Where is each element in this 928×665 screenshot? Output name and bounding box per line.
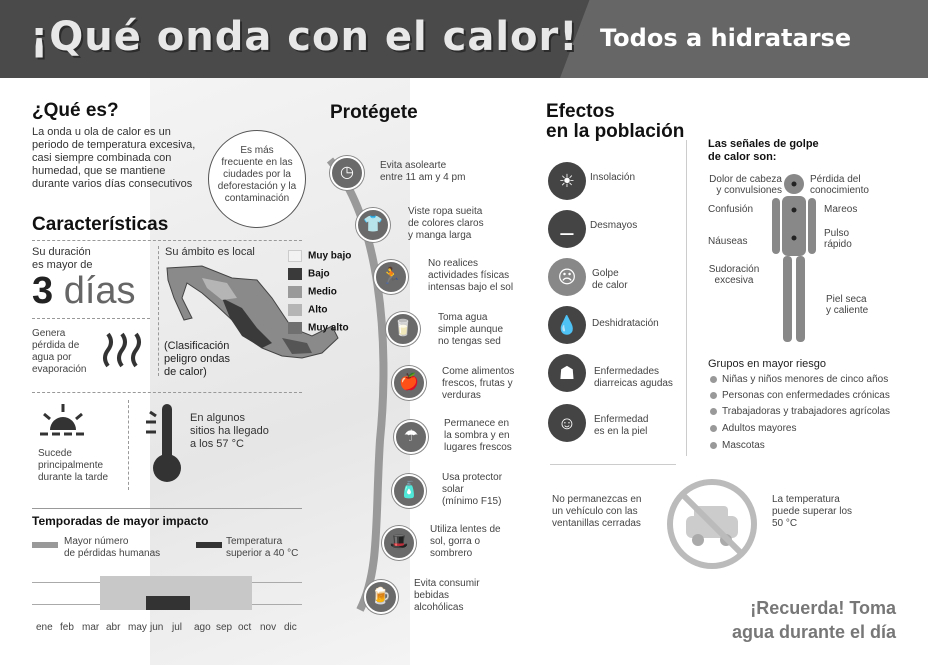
sweat-line: agua por <box>32 352 72 363</box>
efecto-label: Deshidratación <box>592 318 659 329</box>
divider <box>158 246 159 376</box>
skin-icon: ☺ <box>548 404 586 442</box>
protegete-line: Come alimentos <box>442 366 515 377</box>
risk-group <box>710 423 796 434</box>
note-line: Es más <box>240 145 274 156</box>
note-line: contaminación <box>224 193 290 204</box>
temp40-line: superior a 40 °C <box>226 548 299 559</box>
fainting-icon: ⚊ <box>548 210 586 248</box>
month-label: jul <box>172 622 183 633</box>
evaporation-icon <box>100 330 144 370</box>
protegete-line: Evita consumir <box>414 578 480 589</box>
clock-icon: ◷ <box>330 156 364 190</box>
efecto-line: de calor <box>592 280 628 291</box>
bullet-icon <box>710 408 717 415</box>
afternoon-line: durante la tarde <box>38 472 109 483</box>
que-es-line: humedad, que se mantiene <box>32 165 166 177</box>
duration-value <box>32 270 136 313</box>
sweat-line: evaporación <box>32 364 87 375</box>
car-temp-line: puede superar los <box>772 506 853 517</box>
protegete-item <box>380 160 490 184</box>
month-label: oct <box>238 622 252 633</box>
efecto-line: es en la piel <box>594 426 648 437</box>
risk-label: Niñas y niños menores de cinco años <box>722 374 889 385</box>
losses-line: Mayor número <box>64 536 129 547</box>
scope-label: Su ámbito es local <box>165 246 255 258</box>
reminder-line: ¡Recuerda! Toma <box>750 598 896 618</box>
car-warning-line: un vehículo con las <box>552 506 638 517</box>
bullet-icon <box>710 376 717 383</box>
car-warning-line: No permanezcas en <box>552 494 642 505</box>
month-label: feb <box>60 622 74 633</box>
map-caption <box>164 340 230 379</box>
protegete-item <box>408 206 518 242</box>
signal-line: y convulsiones <box>716 185 782 196</box>
afternoon-text <box>38 448 108 484</box>
protegete-line: frescos, frutas y <box>442 378 513 389</box>
legend-label: Alto <box>308 304 328 316</box>
drink-icon: 🍺 <box>364 580 398 614</box>
temp-line: sitios ha llegado <box>190 425 269 437</box>
divider <box>686 140 687 456</box>
risk-label: Trabajadoras y trabajadores agrícolas <box>722 406 891 417</box>
divider <box>128 400 129 490</box>
hat-icon: 🎩 <box>382 526 416 560</box>
protegete-line: y manga larga <box>408 230 472 241</box>
efecto-label: Desmayos <box>590 220 638 231</box>
signal-line: excesiva <box>714 275 754 286</box>
protegete-line: intensas bajo el sol <box>428 282 514 293</box>
signal-confusion: Confusión <box>708 204 754 215</box>
signal-dizziness: Mareos <box>824 204 858 215</box>
month-label: jun <box>150 622 164 633</box>
reminder-line: agua durante el día <box>731 622 896 642</box>
protegete-item <box>414 578 524 614</box>
protegete-line: la sombra y en <box>444 430 510 441</box>
que-es-line: casi siempre combinada con <box>32 152 172 164</box>
human-body-icon <box>762 170 826 350</box>
protegete-line: sol, gorra o <box>430 536 481 547</box>
legend-swatch <box>288 322 302 334</box>
signal-line: Pérdida del <box>810 174 861 185</box>
sun-head-icon: ☀ <box>548 162 586 200</box>
map-caption-line: (Clasificación <box>164 340 230 352</box>
efecto-line: Enfermedades <box>594 366 660 377</box>
protegete-line: solar <box>442 484 464 495</box>
protegete-line: Toma agua <box>438 312 488 323</box>
protegete-line: de colores claros <box>408 218 484 229</box>
sweat-line: Genera <box>32 328 66 339</box>
protegete-line: no tengas sed <box>438 336 501 347</box>
signal-skin <box>826 294 868 316</box>
signals-heading-line: de calor son: <box>708 151 777 163</box>
signal-line: Piel seca <box>826 294 867 305</box>
losses-legend <box>64 536 160 560</box>
sunset-icon <box>38 400 88 440</box>
temp40-swatch <box>196 542 222 548</box>
temporadas-heading: Temporadas de mayor impacto <box>32 514 209 528</box>
month-label: sep <box>216 622 233 633</box>
signals-heading <box>708 138 819 164</box>
risk-heading: Grupos en mayor riesgo <box>708 358 826 370</box>
signal-consciousness <box>810 174 869 196</box>
umbrella-icon: ☂ <box>394 420 428 454</box>
risk-group <box>710 406 890 417</box>
running-person-icon: 🏃 <box>374 260 408 294</box>
legend-label: Bajo <box>308 268 330 280</box>
protegete-line: sombrero <box>430 548 473 559</box>
protegete-item <box>430 524 540 560</box>
losses-swatch <box>32 542 58 548</box>
signal-pulse <box>824 228 852 250</box>
efecto-line: Golpe <box>592 268 619 279</box>
protegete-line: entre 11 am y 4 pm <box>380 172 466 183</box>
bullet-icon <box>710 442 717 449</box>
page-title: ¡Qué onda con el calor! <box>30 14 579 60</box>
signal-headache <box>702 174 782 196</box>
temp-line: En algunos <box>190 412 246 424</box>
protegete-line: Permanece en <box>444 418 510 429</box>
divider <box>550 464 676 465</box>
protegete-line: (mínimo F15) <box>442 496 502 507</box>
que-es-body <box>32 126 212 191</box>
dehydration-icon: 💧 <box>548 306 586 344</box>
protegete-line: bebidas <box>414 590 450 601</box>
legend-label: Muy alto <box>308 322 349 334</box>
sweat-text <box>32 328 86 376</box>
month-label: ago <box>194 622 211 633</box>
no-car-icon <box>664 476 760 572</box>
efecto-line: Enfermedad <box>594 414 649 425</box>
month-label: nov <box>260 622 277 633</box>
signals-heading-line: Las señales de golpe <box>708 138 819 150</box>
protegete-line: No realices <box>428 258 479 269</box>
temp-text <box>190 412 269 451</box>
afternoon-line: principalmente <box>38 460 104 471</box>
duration-line: Su duración <box>32 246 91 258</box>
protegete-item <box>438 312 548 348</box>
signal-line: Sudoración <box>708 264 760 275</box>
temp40-legend <box>226 536 298 560</box>
frequency-note <box>208 130 306 228</box>
que-es-line: durante varios días consecutivos <box>32 178 193 190</box>
caracteristicas-heading: Características <box>32 214 169 235</box>
protegete-line: simple aunque <box>438 324 504 335</box>
divider <box>32 240 302 241</box>
month-label: may <box>128 622 147 633</box>
legend-swatch <box>288 268 302 280</box>
losses-line: de pérdidas humanas <box>64 548 161 559</box>
car-temp-line: 50 °C <box>772 518 798 529</box>
efecto-label <box>594 366 673 390</box>
legend-swatch <box>288 250 302 262</box>
protegete-item <box>442 366 552 402</box>
protegete-line: lugares frescos <box>444 442 512 453</box>
car-temp-line: La temperatura <box>772 494 840 505</box>
efectos-heading-line: Efectos <box>546 101 615 122</box>
efecto-label: Insolación <box>590 172 636 183</box>
protegete-line: Utiliza lentes de <box>430 524 501 535</box>
note-line: ciudades por la <box>223 169 291 180</box>
water-glass-icon: 🥛 <box>386 312 420 346</box>
risk-label: Adultos mayores <box>722 423 797 434</box>
car-warning-line: ventanillas cerradas <box>552 518 641 529</box>
thermometer-icon <box>140 398 188 488</box>
divider <box>32 318 150 319</box>
note-line: deforestación y la <box>217 181 297 192</box>
month-label: mar <box>82 622 100 633</box>
legend-swatch <box>288 304 302 316</box>
afternoon-line: Sucede <box>38 448 72 459</box>
temp40-season-bar <box>146 596 190 610</box>
que-es-heading: ¿Qué es? <box>32 100 119 121</box>
risk-group <box>710 390 890 401</box>
protegete-line: actividades físicas <box>428 270 510 281</box>
page-subtitle: Todos a hidratarse <box>600 24 852 52</box>
duration-label <box>32 246 93 272</box>
que-es-line: periodo de temperatura excesiva, <box>32 139 196 151</box>
car-warning <box>552 494 642 530</box>
protegete-item <box>428 258 538 294</box>
temp40-line: Temperatura <box>226 536 283 547</box>
month-label: abr <box>106 622 121 633</box>
legend-label: Medio <box>308 286 337 298</box>
protegete-heading: Protégete <box>330 102 418 123</box>
car-temperature <box>772 494 852 530</box>
signal-line: y caliente <box>826 305 869 316</box>
bullet-icon <box>710 392 717 399</box>
sunscreen-icon: 🧴 <box>392 474 426 508</box>
sweat-line: pérdida de <box>32 340 80 351</box>
reminder <box>732 596 896 644</box>
signal-line: conocimiento <box>810 185 869 196</box>
efecto-line: diarreicas agudas <box>594 378 673 389</box>
que-es-line: La onda u ola de calor es un <box>32 126 171 138</box>
note-line: frecuente en las <box>221 157 293 168</box>
efecto-label <box>592 268 628 292</box>
efectos-heading <box>546 102 684 142</box>
signal-line: rápido <box>824 239 852 250</box>
divider <box>32 392 302 393</box>
efecto-label <box>594 414 648 438</box>
divider <box>32 508 302 509</box>
efectos-heading-line: en la población <box>546 121 685 142</box>
protegete-line: Evita asolearte <box>380 160 447 171</box>
food-icon: 🍎 <box>392 366 426 400</box>
stomach-icon: ☗ <box>548 354 586 392</box>
bullet-icon <box>710 425 717 432</box>
risk-group <box>710 440 765 451</box>
risk-group <box>710 374 888 385</box>
protegete-line: alcohólicas <box>414 602 464 613</box>
protegete-item <box>442 472 552 508</box>
legend-swatch <box>288 286 302 298</box>
month-label: ene <box>36 622 53 633</box>
heatstroke-icon: ☹ <box>548 258 586 296</box>
risk-label: Personas con enfermedades crónicas <box>722 390 890 401</box>
protegete-item <box>444 418 554 454</box>
map-caption-line: de calor) <box>164 366 207 378</box>
shirt-icon: 👕 <box>356 208 390 242</box>
protegete-line: Viste ropa sueita <box>408 206 483 217</box>
signal-line: Pulso <box>824 228 850 239</box>
signal-nausea: Náuseas <box>708 236 748 247</box>
protegete-line: Usa protector <box>442 472 503 483</box>
temp-line: a los 57 °C <box>190 438 244 450</box>
duration-number: 3 <box>32 270 54 312</box>
header-banner <box>0 0 928 78</box>
month-label: dic <box>284 622 297 633</box>
legend-label: Muy bajo <box>308 250 352 262</box>
risk-label: Mascotas <box>722 440 765 451</box>
protegete-line: verduras <box>442 390 481 401</box>
signal-sweating <box>704 264 764 286</box>
duration-unit: días <box>63 270 136 312</box>
signal-line: Dolor de cabeza <box>709 174 782 185</box>
duration-line: es mayor de <box>32 259 93 271</box>
map-caption-line: peligro ondas <box>164 353 231 365</box>
